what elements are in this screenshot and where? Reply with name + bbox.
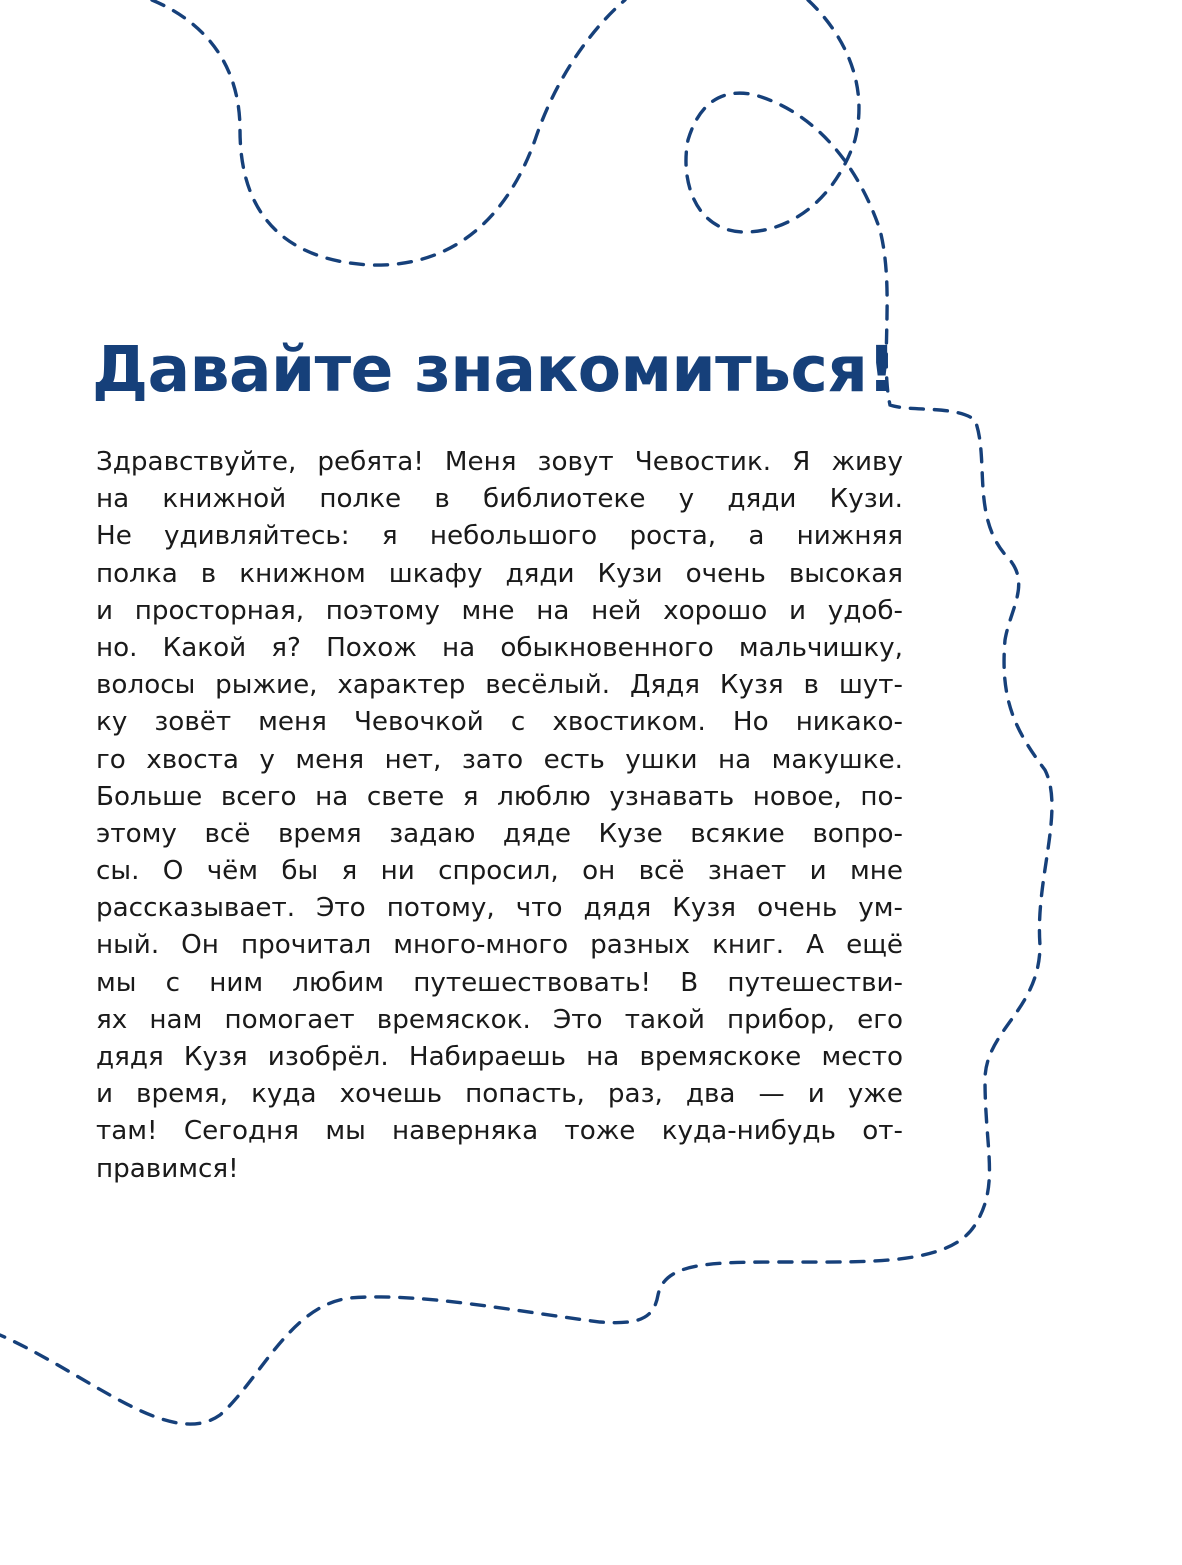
paragraph-line: го хвоста у меня нет, зато есть ушки на макушке. bbox=[96, 744, 903, 775]
paragraph-line: дядя Кузя изобрёл. Набираешь на времяскоке место bbox=[96, 1042, 903, 1072]
paragraph-line: полка в книжном шкафу дяди Кузи очень высокая bbox=[96, 558, 903, 589]
paragraph-line: Больше всего на свете я люблю узнавать новое, по- bbox=[96, 781, 903, 812]
page-title: Давайте знакомиться! bbox=[92, 333, 896, 406]
paragraph-line: ку зовёт меня Чевочкой с хвостиком. Но никако- bbox=[96, 707, 903, 738]
paragraph-line: но. Какой я? Похож на обыкновенного мальчишку, bbox=[96, 632, 903, 663]
paragraph-line: этому всё время задаю дяде Кузе всякие вопро- bbox=[96, 818, 903, 849]
paragraph-line: и просторная, поэтому мне на ней хорошо и удоб- bbox=[96, 595, 903, 626]
paragraph-line: мы с ним любим путешествовать! В путешестви- bbox=[96, 967, 903, 998]
paragraph-line: правимся! bbox=[96, 1153, 239, 1184]
paragraph-line: и время, куда хочешь попасть, раз, два — и уже bbox=[96, 1079, 903, 1110]
paragraph-line: сы. О чём бы я ни спросил, он всё знает и мне bbox=[96, 856, 903, 887]
paragraph-line: там! Сегодня мы наверняка тоже куда-нибудь от- bbox=[96, 1116, 903, 1147]
paragraph-line: Здравствуйте, ребята! Меня зовут Чевостик. Я живу bbox=[96, 447, 903, 477]
paragraph-line: ный. Он прочитал много-много разных книг. А ещё bbox=[96, 930, 903, 961]
paragraph-line: рассказывает. Это потому, что дядя Кузя очень ум- bbox=[96, 893, 903, 924]
intro-paragraph bbox=[96, 444, 903, 1188]
paragraph-line: на книжной полке в библиотеке у дяди Кузи. bbox=[96, 484, 903, 515]
paragraph-line: Не удивляйтесь: я небольшого роста, а нижняя bbox=[96, 521, 903, 552]
paragraph-line: волосы рыжие, характер весёлый. Дядя Кузя в шут- bbox=[96, 670, 903, 701]
paragraph-line: ях нам помогает времяскок. Это такой прибор, его bbox=[96, 1004, 903, 1035]
